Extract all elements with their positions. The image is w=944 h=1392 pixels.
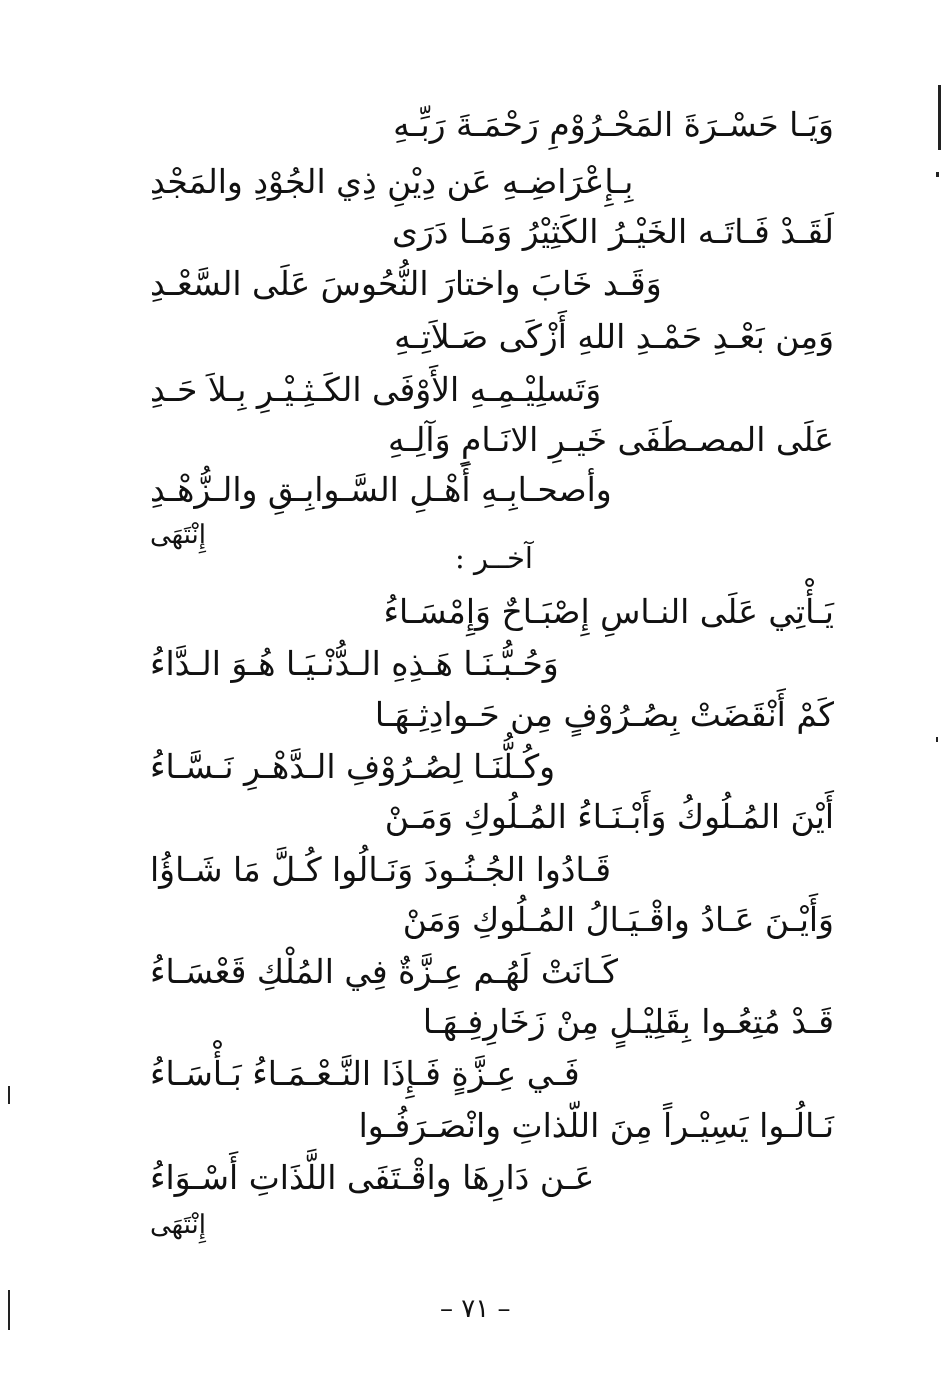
- poem2-line-12: عَـن دَارِهَا واقْـتَفَى اللَّذَاتِ أَسْـوَاءُ: [150, 1158, 595, 1197]
- poem2-line-3: كَمْ أَنْقَضَتْ بِصُـرُوْفٍ مِن حَـوادِثِـهَـا: [374, 695, 834, 734]
- poem2-line-5: أَيْنَ المُـلُوكُ وَأَبْـنَـاءُ المُـلُوكِ وَمَـنْ: [384, 797, 834, 836]
- poem1-line-4: وَقَـد خَابَ واختارَ النُّحُوسَ عَلَى السَّعْـدِ: [150, 264, 662, 303]
- scan-edge-mark: [8, 1086, 10, 1104]
- scan-dot-mark: [936, 172, 939, 177]
- poem2-line-1: يَـأْتِي عَلَى النـاسِ إِصْبَـاحٌ وَإِمْسَـاءُ: [383, 592, 834, 631]
- poem1-line-5: وَمِن بَعْـدِ حَمْـدِ اللهِ أَزْكَى صَـلاَتِـهِ: [394, 317, 834, 356]
- poem1-line-2: بِـإِعْرَاضِـهِ عَن دِيْنِ ذِي الجُوْدِ والمَجْدِ: [150, 162, 634, 201]
- poem1-end-label: إِنْتَهَى: [150, 520, 206, 550]
- poem2-line-7: وَأَيْـنَ عَـادُ واقْـيَـالُ المُـلُوكِ وَمَنْ: [402, 900, 834, 939]
- poem2-line-4: وكُـلُّنَـا لِصُـرُوْفِ الـدَّهْـرِ نَـسَّـاءُ: [150, 747, 556, 786]
- page-number: – ٧١ –: [440, 1294, 511, 1324]
- poem2-line-10: فَـي عِـزَّةٍ فَـإِذَا النَّـعْـمَـاءُ بَـأْسَـاءُ: [150, 1054, 580, 1093]
- poem2-line-11: نَـالُـوا يَسِيْـراً مِنَ اللّذاتِ وانْصَـرَفُـوا: [358, 1106, 834, 1145]
- poem2-line-8: كَـانَتْ لَهُـم عِـزَّةٌ فِي المُلْكِ قَعْسَـاءُ: [150, 952, 618, 991]
- poem2-line-2: وَحُـبُّـنَـا هَـذِهِ الـدُّنْـيَـا هُـوَ الـدَّاءُ: [150, 644, 559, 683]
- poem2-end-label: إِنْتَهَى: [150, 1210, 206, 1240]
- poem1-line-1: وَيَـا حَسْـرَةَ المَحْـرُوْمِ رَحْمَـةَ رَبِّـهِ: [393, 105, 834, 144]
- scan-edge-mark: [938, 85, 941, 150]
- poem2-line-9: قَـدْ مُتِعُـوا بِقَلِيْـلٍ مِنْ زَخَارِفِـهَـا: [422, 1002, 834, 1041]
- poem1-line-3: لَقَـدْ فَـاتَـه الخَيْـرُ الكَثِيْرُ وَمَـا دَرَى: [392, 212, 834, 251]
- poem1-line-7: عَلَى المصـطَفَى خَيـرِ الانَـامِ وَآلِـهِ: [387, 420, 834, 459]
- section-title: آخــر :: [455, 541, 533, 575]
- poem1-line-8: وأصحـابِـهِ أَهْـلِ السَّـوابِـقِ والـزُّهْـدِ: [150, 470, 612, 509]
- poem1-line-6: وَتَسلِيْـمِـهِ الأَوْفَى الكَـثِـيْـرِ بِـلاَ حَـدِ: [150, 370, 602, 409]
- scan-dot-mark: [936, 737, 938, 742]
- scan-edge-mark: [8, 1290, 10, 1330]
- poem2-line-6: قَـادُوا الجُـنُـودَ وَنَـالُوا كُـلَّ مَا شَـاؤُا: [150, 850, 612, 889]
